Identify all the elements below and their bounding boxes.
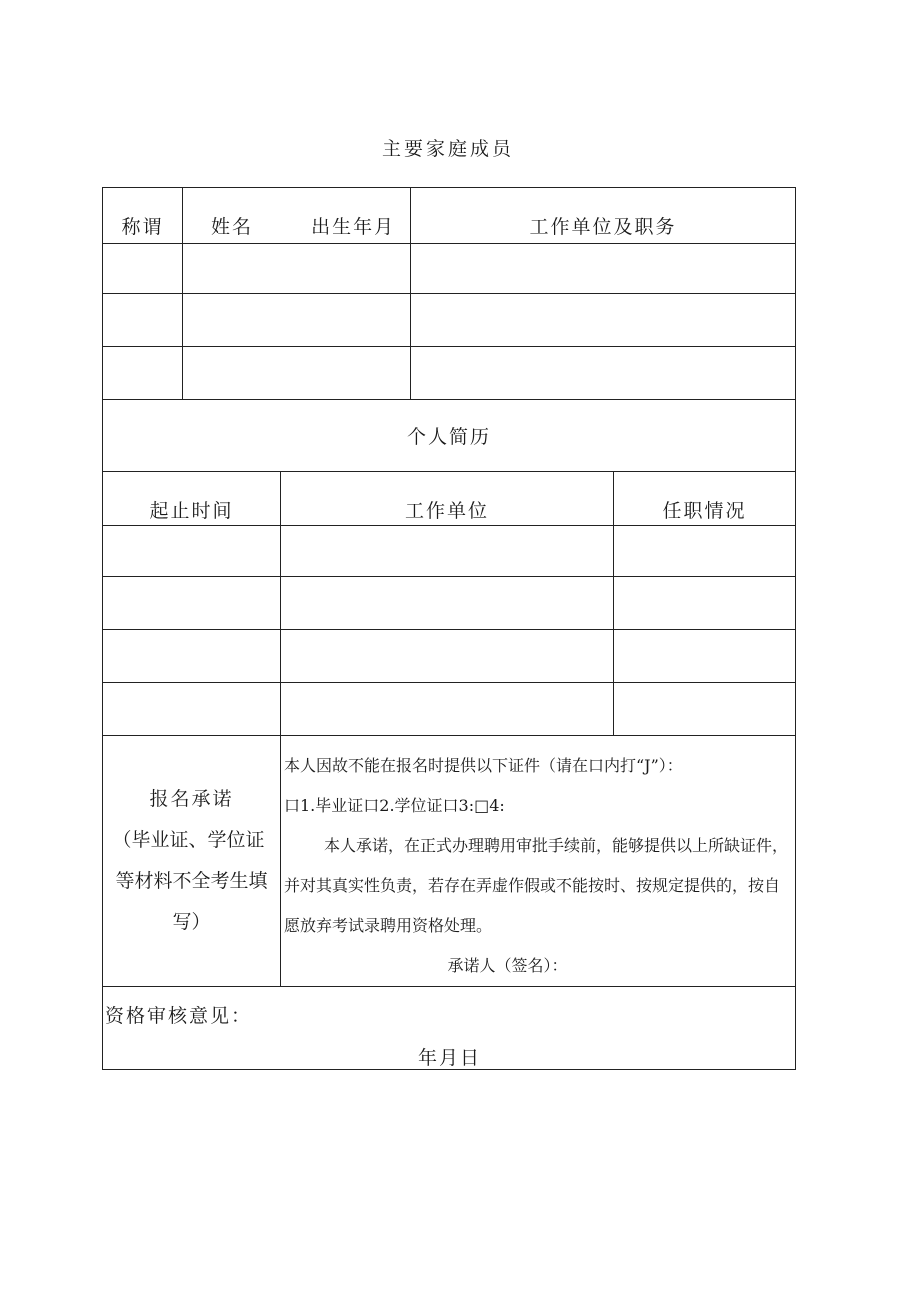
work-cell[interactable] <box>411 347 796 400</box>
table-row <box>103 294 796 347</box>
pledge-label-line: 等材料不全考生填 <box>115 870 268 892</box>
table-row <box>103 526 796 577</box>
header-work: 工作单位及职务 <box>411 188 796 244</box>
resume-title-row <box>103 400 796 472</box>
pledge-paragraph: 本人承诺，在正式办理聘用审批手续前，能够提供以上所缺证件，并对其真实性负责，若存在弄虚作假或不能按时、按规定提供的，按自愿放弃考试录聘用资格处理。 <box>284 836 789 935</box>
pledge-content <box>281 736 796 987</box>
table-row <box>103 630 796 683</box>
pledge-signer[interactable]: 承诺人（签名）： <box>447 956 568 975</box>
pledge-instruction: 本人因故不能在报名时提供以下证件（请在口内打“J”）： <box>284 756 683 775</box>
position-cell[interactable] <box>614 630 796 683</box>
unit-cell[interactable] <box>281 630 614 683</box>
review-label: 资格审核意见： <box>105 1005 253 1027</box>
name-birth-cell[interactable] <box>183 244 411 294</box>
period-cell[interactable] <box>103 577 281 630</box>
table-row <box>103 577 796 630</box>
pledge-label-line: 报名承诺 <box>149 788 234 810</box>
table-row <box>103 683 796 736</box>
pledge-label-line: 写） <box>172 911 211 933</box>
header-name: 姓名 <box>211 216 254 238</box>
relation-cell[interactable] <box>103 244 183 294</box>
work-cell[interactable] <box>411 294 796 347</box>
work-cell[interactable] <box>411 244 796 294</box>
position-cell[interactable] <box>614 577 796 630</box>
header-position: 任职情况 <box>614 472 796 526</box>
header-relation: 称谓 <box>103 188 183 244</box>
header-unit: 工作单位 <box>281 472 614 526</box>
resume-header-row <box>103 472 796 526</box>
pledge-checkbox-line[interactable]: 口1.毕业证口2.学位证口3:□4: <box>284 796 505 815</box>
position-cell[interactable] <box>614 683 796 736</box>
pledge-label-line: （毕业证、学位证 <box>112 829 265 851</box>
header-birth: 出生年月 <box>311 216 396 238</box>
period-cell[interactable] <box>103 683 281 736</box>
unit-cell[interactable] <box>281 683 614 736</box>
review-date: 年月日 <box>417 1047 481 1069</box>
pledge-label <box>103 736 281 987</box>
family-header-row <box>103 188 796 244</box>
table-row <box>103 347 796 400</box>
header-name-birth <box>183 188 411 244</box>
review-cell[interactable] <box>103 987 796 1070</box>
name-birth-cell[interactable] <box>183 347 411 400</box>
position-cell[interactable] <box>614 526 796 577</box>
period-cell[interactable] <box>103 630 281 683</box>
review-row <box>103 987 796 1070</box>
name-birth-cell[interactable] <box>183 294 411 347</box>
period-cell[interactable] <box>103 526 281 577</box>
relation-cell[interactable] <box>103 347 183 400</box>
pledge-row <box>103 736 796 987</box>
unit-cell[interactable] <box>281 577 614 630</box>
relation-cell[interactable] <box>103 294 183 347</box>
header-period: 起止时间 <box>103 472 281 526</box>
registration-form-table <box>102 187 796 1070</box>
unit-cell[interactable] <box>281 526 614 577</box>
page-title: 主要家庭成员 <box>381 138 514 160</box>
table-row <box>103 244 796 294</box>
resume-title: 个人简历 <box>103 400 796 472</box>
